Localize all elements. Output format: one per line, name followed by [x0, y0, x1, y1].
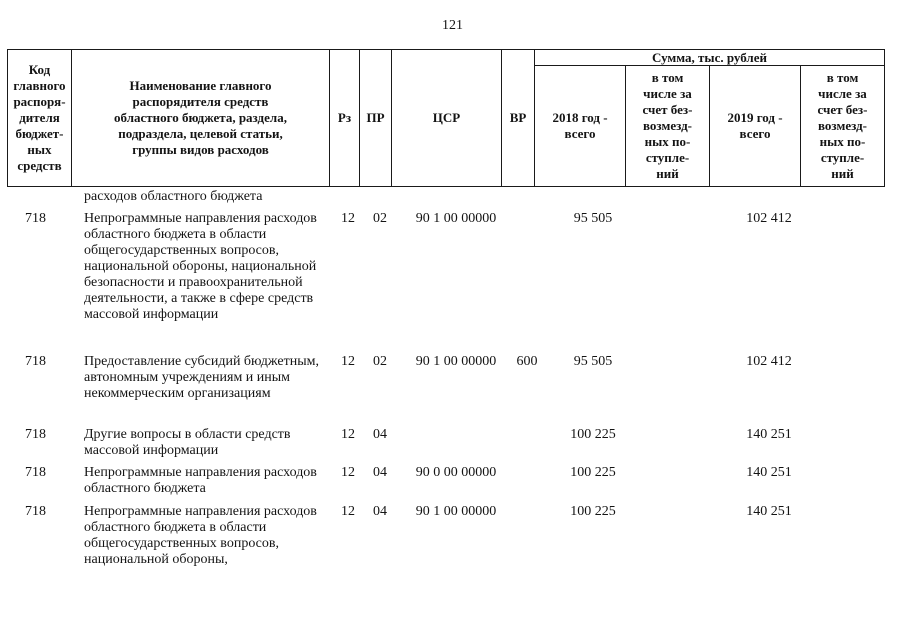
row-csr: 90 1 00 00000	[415, 354, 497, 369]
table-header	[7, 49, 885, 187]
row-name: Непрограммные направления расходов областного бюджета в области общегосударственных вопросов, национальной обороны,	[84, 504, 317, 567]
header-code: Код главного распоря- дителя бюджет- ных средств	[8, 50, 72, 187]
header-2019-total: 2019 год - всего	[710, 66, 801, 187]
row-name: Непрограммные направления расходов областного бюджета в области общегосударственных вопросов, национальной обороны, национальной безопасности и правоохранительной деятельности, а также в сфере средств массовой информации	[84, 211, 317, 322]
row-name: Предоставление субсидий бюджетным, автономным учреждениям и иным некоммерческим организациям	[84, 354, 320, 401]
row-csr: 90 0 00 00000	[415, 465, 497, 480]
row-sum-2018: 100 225	[570, 427, 616, 442]
row-rz: 12	[341, 354, 355, 369]
row-sum-2019: 140 251	[746, 465, 792, 480]
row-rz: 12	[341, 465, 355, 480]
row-pr: 02	[373, 211, 387, 226]
row-code: 718	[25, 354, 46, 369]
row-sum-2018: 100 225	[570, 504, 616, 519]
row-pr: 02	[373, 354, 387, 369]
row-code: 718	[25, 504, 46, 519]
row-csr: 90 1 00 00000	[415, 211, 497, 226]
row-sum-2018: 95 505	[573, 211, 613, 226]
row-sum-2019: 102 412	[746, 354, 792, 369]
row-rz: 12	[341, 504, 355, 519]
header-name: Наименование главного распорядителя средств областного бюджета, раздела, подраздела, целевой статьи, группы видов расходов	[72, 50, 330, 187]
row-name: Другие вопросы в области средств массовой информации	[84, 427, 291, 458]
row-vr: 600	[516, 354, 538, 369]
row-sum-2018: 95 505	[573, 354, 613, 369]
row-pr: 04	[373, 427, 387, 442]
row-rz: 12	[341, 211, 355, 226]
row-csr: 90 1 00 00000	[415, 504, 497, 519]
row-name: Непрограммные направления расходов областного бюджета	[84, 465, 317, 496]
row-sum-2018: 100 225	[570, 465, 616, 480]
row-code: 718	[25, 465, 46, 480]
row-code: 718	[25, 427, 46, 442]
row-sum-2019: 102 412	[746, 211, 792, 226]
header-2018-gratuitous: в том числе за счет без- возмезд- ных по- ступле- ний	[626, 66, 710, 187]
row-rz: 12	[341, 427, 355, 442]
page-number: 121	[442, 18, 463, 33]
row-pr: 04	[373, 504, 387, 519]
header-pr: ПР	[360, 50, 392, 187]
row-name: расходов областного бюджета	[84, 189, 263, 204]
header-vr: ВР	[502, 50, 535, 187]
row-sum-2019: 140 251	[746, 504, 792, 519]
header-2019-gratuitous: в том числе за счет без- возмезд- ных по- ступле- ний	[801, 66, 885, 187]
header-2018-total: 2018 год - всего	[535, 66, 626, 187]
header-sum: Сумма, тыс. рублей	[535, 50, 885, 66]
row-sum-2019: 140 251	[746, 427, 792, 442]
header-rz: Рз	[330, 50, 360, 187]
row-code: 718	[25, 211, 46, 226]
header-csr: ЦСР	[392, 50, 502, 187]
row-pr: 04	[373, 465, 387, 480]
